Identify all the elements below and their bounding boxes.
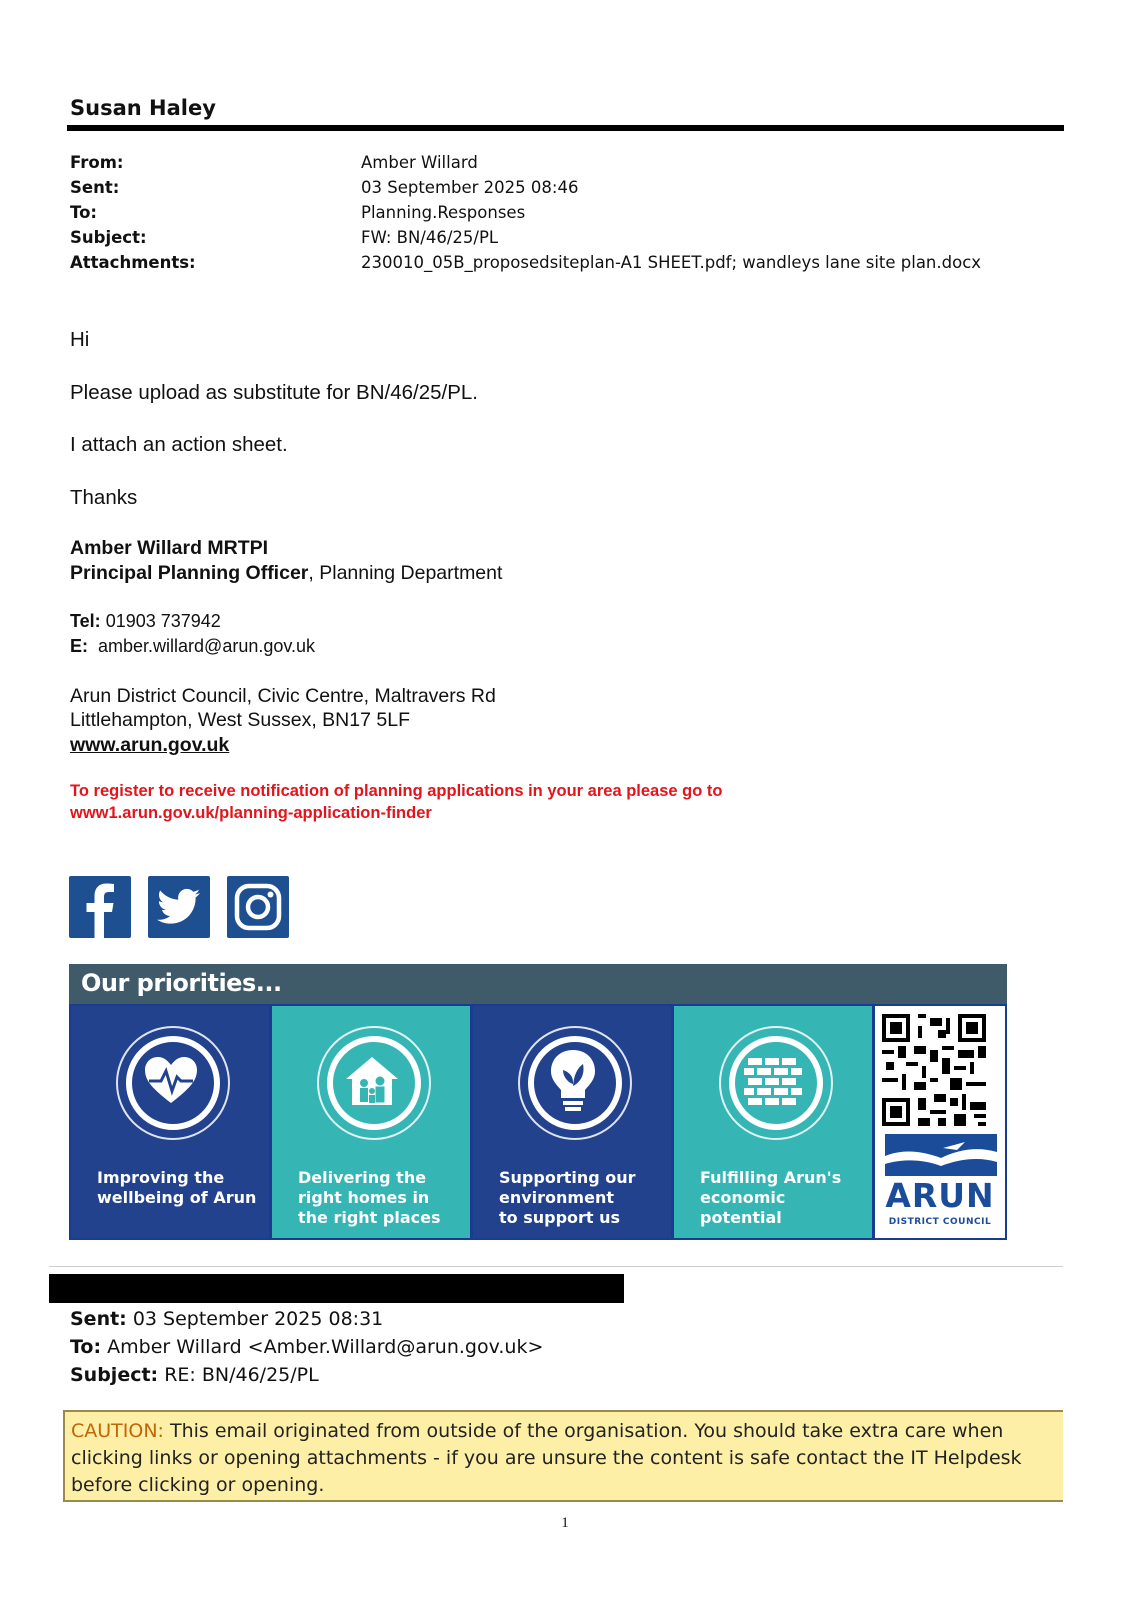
priority-panel-wellbeing [71, 1006, 269, 1238]
signature-title-rest: , Planning Department [308, 562, 503, 584]
priority-panel-environment [473, 1006, 671, 1238]
arun-logo-icon [885, 1134, 997, 1176]
caution-label: CAUTION: [71, 1420, 164, 1442]
greeting: Hi [70, 328, 90, 351]
qr-code-icon[interactable] [882, 1014, 986, 1126]
signature-title-bold: Principal Planning Officer [70, 562, 309, 584]
notice-line-1: To register to receive notification of planning applications in your area please go to [70, 782, 723, 800]
forwarded-subject-label: Subject: [70, 1364, 159, 1386]
banner-header [69, 964, 1007, 1004]
panel-label-economy: Fulfilling Arun's economic potential [700, 1168, 842, 1227]
body-line-1: Please upload as substitute for BN/46/25/PL. [70, 381, 478, 404]
forwarded-subject [70, 1364, 319, 1386]
panel-label-wellbeing: Improving the wellbeing of Arun [97, 1168, 257, 1207]
arun-logo-text: ARUN [885, 1176, 995, 1215]
address-line-1: Arun District Council, Civic Centre, Maltravers Rd [70, 685, 496, 707]
forwarded-to-label: To: [70, 1336, 102, 1358]
from-value: Amber Willard [361, 153, 478, 172]
caution-banner [63, 1410, 1063, 1502]
arun-logo-subtitle: DISTRICT COUNCIL [888, 1217, 992, 1227]
facebook-icon[interactable] [69, 876, 131, 938]
to-label: To: [70, 203, 97, 222]
forwarded-to-value: Amber Willard <Amber.Willard@arun.gov.uk> [101, 1336, 544, 1358]
home-family-icon [340, 1049, 404, 1113]
priorities-banner [69, 964, 1007, 1240]
qr-logo-panel [875, 1006, 1005, 1238]
message-separator [49, 1266, 1063, 1267]
attachments-value[interactable]: 230010_05B_proposedsiteplan-A1 SHEET.pdf; wandleys lane site plan.docx [361, 253, 982, 272]
forwarded-to [70, 1336, 543, 1358]
tel-value: 01903 737942 [105, 611, 221, 631]
forwarded-sent-value: 03 September 2025 08:31 [126, 1308, 384, 1330]
lightbulb-leaf-icon [545, 1046, 601, 1116]
priority-panel-economy [674, 1006, 872, 1238]
brick-wall-icon [744, 1054, 804, 1108]
instagram-icon[interactable] [227, 876, 289, 938]
panel-label-homes: Delivering the right homes in the right places [298, 1168, 441, 1227]
tel-label: Tel: [70, 611, 101, 631]
sent-value: 03 September 2025 08:46 [361, 178, 579, 197]
body-line-2: I attach an action sheet. [70, 433, 288, 456]
caution-text [71, 1418, 1061, 1499]
from-label: From: [70, 153, 124, 172]
attachments-label: Attachments: [70, 253, 196, 272]
forwarded-sent [70, 1308, 383, 1330]
signature-email [70, 636, 315, 657]
heart-icon [141, 1051, 201, 1111]
email-value[interactable]: amber.willard@arun.gov.uk [98, 636, 316, 656]
twitter-icon[interactable] [148, 876, 210, 938]
signature-name: Amber Willard MRTPI [70, 537, 269, 559]
page-owner-name: Susan Haley [70, 96, 216, 120]
page-number: 1 [561, 1515, 569, 1531]
website-link[interactable]: www.arun.gov.uk [70, 734, 230, 756]
notice-line-2[interactable]: www1.arun.gov.uk/planning-application-finder [70, 804, 432, 822]
sent-label: Sent: [70, 178, 120, 197]
panel-label-environment: Supporting our environment to support us [499, 1168, 636, 1227]
subject-value: FW: BN/46/25/PL [361, 228, 499, 247]
caution-message: This email originated from outside of the organisation. You should take extra care when clicking links or opening attachments - if you are unsure the content is safe contact the IT Helpdesk before clicking or opening. [71, 1420, 1022, 1496]
address-line-2: Littlehampton, West Sussex, BN17 5LF [70, 709, 410, 731]
forwarded-subject-value: RE: BN/46/25/PL [158, 1364, 319, 1386]
header-rule [67, 125, 1064, 131]
body-thanks: Thanks [70, 486, 138, 509]
signature-tel [70, 611, 221, 632]
email-label: E: [70, 636, 88, 656]
signature-title [70, 562, 502, 585]
to-value: Planning.Responses [361, 203, 526, 222]
subject-label: Subject: [70, 228, 147, 247]
priority-panel-homes [272, 1006, 470, 1238]
redaction-bar [49, 1274, 624, 1303]
forwarded-sent-label: Sent: [70, 1308, 127, 1330]
banner-title: Our priorities... [81, 969, 282, 997]
